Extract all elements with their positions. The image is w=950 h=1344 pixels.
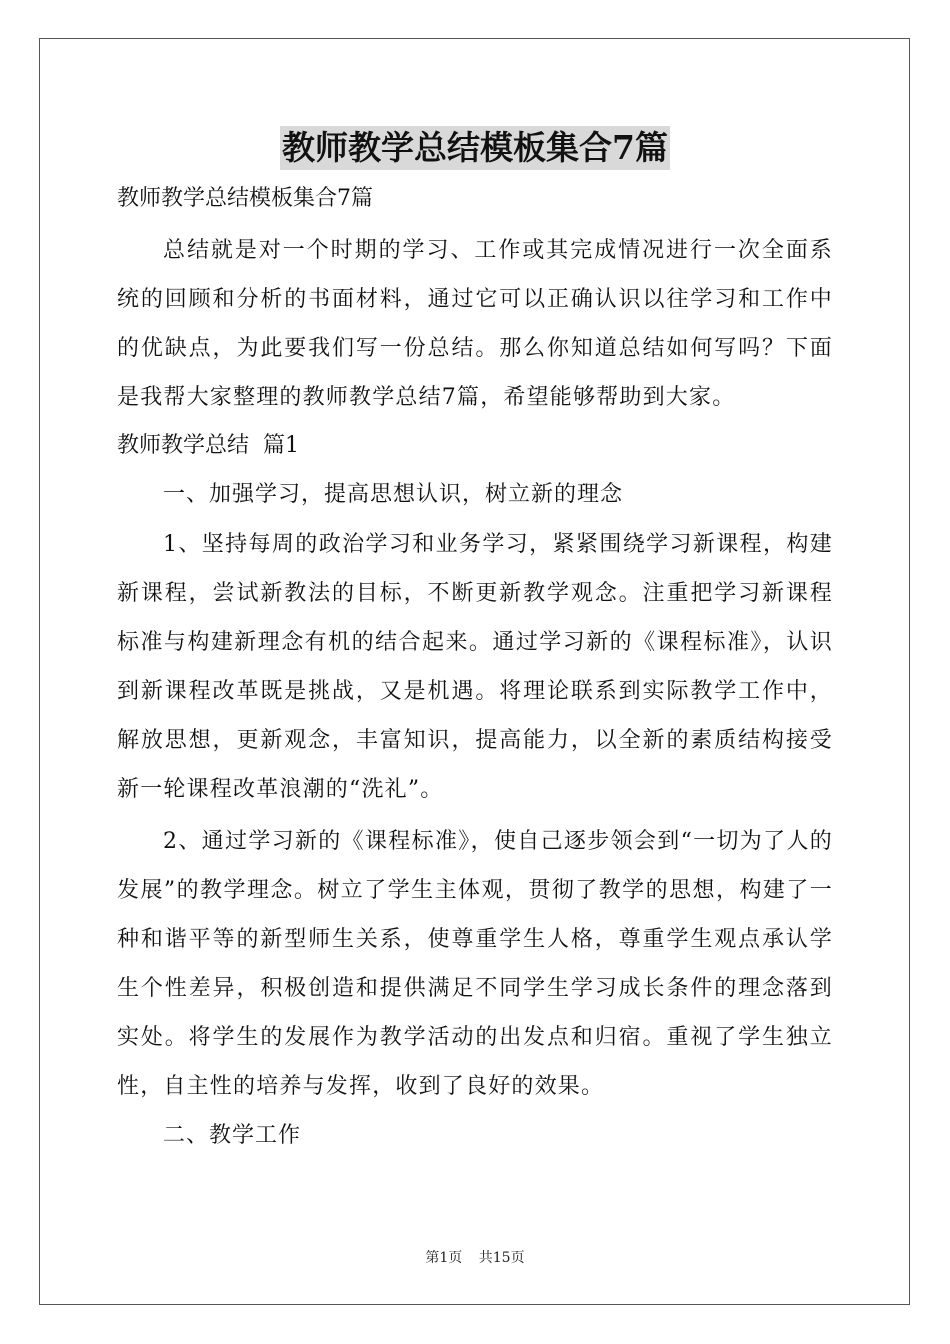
document-body: [117, 175, 833, 1161]
paragraph-item-1: 1、坚持每周的政治学习和业务学习，紧紧围绕学习新课程，构建新课程，尝试新教法的目标，不断更新教学观念。注重把学习新课程标准与构建新理念有机的结合起来。通过学习新的《课程标准》，认识到新课程改革既是挑战，又是机遇。将理论联系到实际教学工作中，解放思想，更新观念，丰富知识，提高能力，以全新的素质结构接受新一轮课程改革浪潮的“洗礼”。: [117, 532, 833, 802]
section-heading: 教师教学总结 篇1: [117, 433, 299, 458]
intro-paragraph: 总结就是对一个时期的学习、工作或其完成情况进行一次全面系统的回顾和分析的书面材料，通过它可以正确认识以往学习和工作中的优缺点，为此要我们写一份总结。那么你知道总结如何写吗？下面是我帮大家整理的教师教学总结7篇，希望能够帮助到大家。: [117, 238, 833, 410]
page-footer: [0, 1247, 950, 1267]
paragraph-item-2: 2、通过学习新的《课程标准》，使自己逐步领会到“一切为了人的发展”的教学理念。树立了学生主体观，贯彻了教学的思想，构建了一种和谐平等的新型师生关系，使尊重学生人格，尊重学生观点承认学生个性差异，积极创造和提供满足不同学生学习成长条件的理念落到实处。将学生的发展作为教学活动的出发点和归宿。重视了学生独立性，自主性的培养与发挥，收到了良好的效果。: [117, 829, 833, 1099]
document-subtitle: 教师教学总结模板集合7篇: [117, 186, 373, 211]
page-number: 第1页: [425, 1250, 463, 1266]
document-title: 教师教学总结模板集合7篇: [280, 126, 670, 170]
title-container: [0, 126, 950, 170]
part-heading-2: 二、教学工作: [163, 1123, 302, 1148]
page-total: 共15页: [478, 1250, 525, 1266]
part-heading-1: 一、加强学习，提高思想认识，树立新的理念: [163, 482, 624, 507]
